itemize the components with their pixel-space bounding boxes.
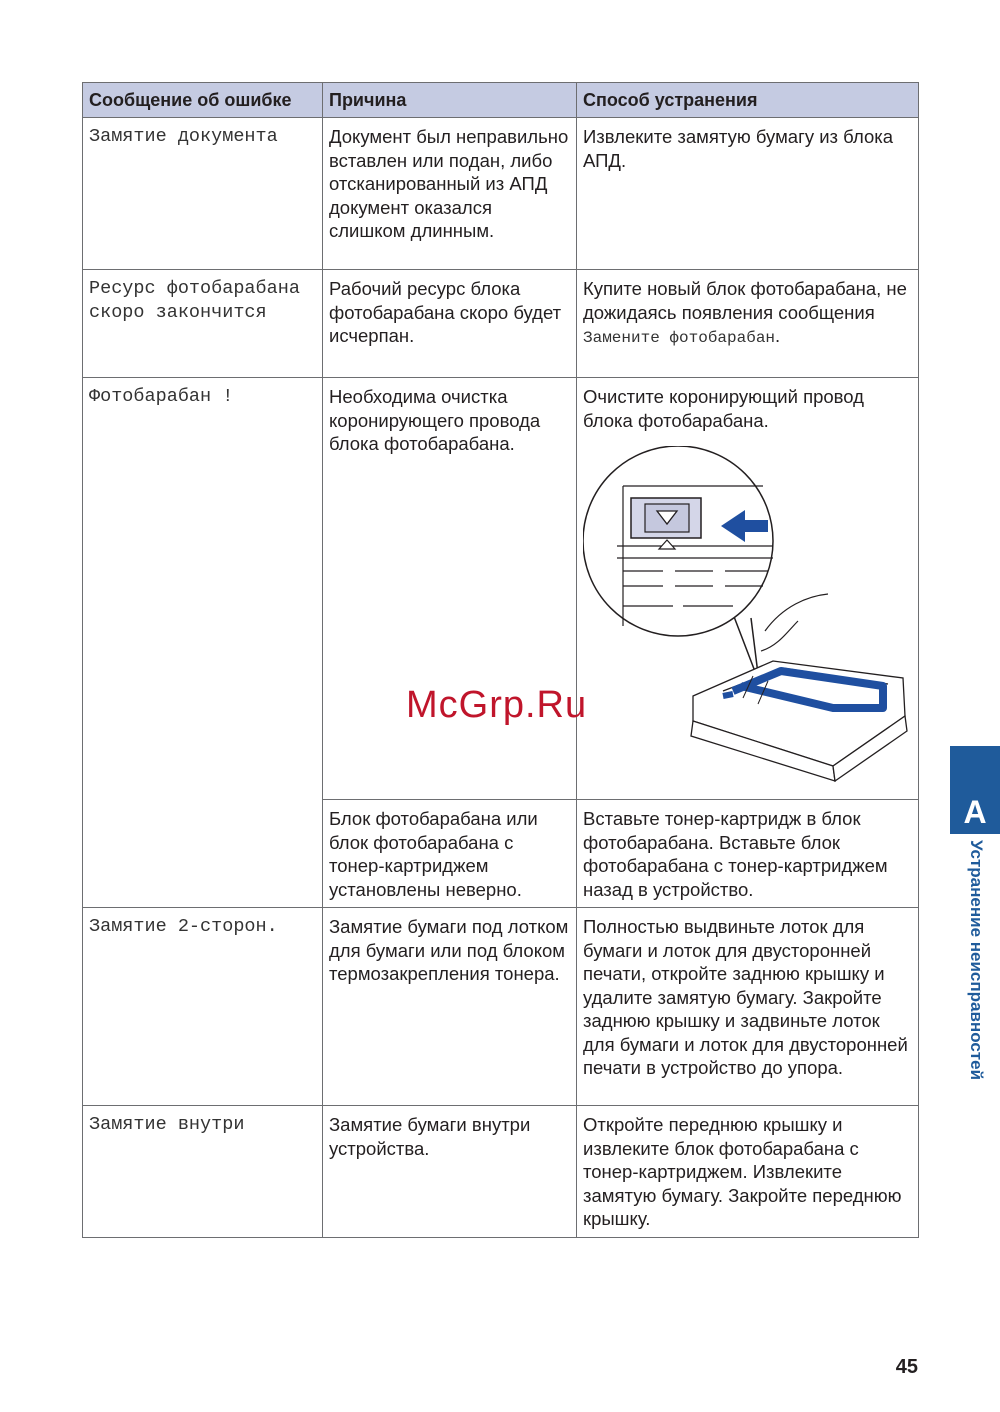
table-row <box>83 118 919 270</box>
chapter-letter: A <box>963 794 987 830</box>
cause-cell: Блок фотобарабана или блок фотобарабана с тонер-картриджем установлены неверно. <box>323 800 577 908</box>
error-table <box>82 82 919 1238</box>
corona-wire-illustration <box>583 446 913 786</box>
remedy-cell <box>577 270 919 378</box>
cause-cell: Документ был неправильно вставлен или подан, либо отсканированный из АПД документ оказался слишком длинным. <box>323 118 577 270</box>
table-row <box>83 1106 919 1238</box>
remedy-text: Купите новый блок фотобарабана, не дожидаясь появления сообщения <box>583 278 907 323</box>
cause-cell: Необходима очистка коронирующего провода блока фотобарабана. <box>323 378 577 800</box>
remedy-cell: Полностью выдвиньте лоток для бумаги и лоток для двусторонней печати, откройте заднюю крышку и удалите замятую бумагу. Закройте заднюю крышку и задвиньте лоток для бумаги и лоток для двусторонней печати в устройство до упора. <box>577 908 919 1106</box>
drum-unit-drawing <box>583 446 913 786</box>
chapter-title <box>962 840 988 1130</box>
header-error-message: Сообщение об ошибке <box>83 83 323 118</box>
header-cause: Причина <box>323 83 577 118</box>
error-message-cell: Фотобарабан ! <box>83 378 323 908</box>
page-number: 45 <box>895 1356 918 1378</box>
header-remedy: Способ устранения <box>577 83 919 118</box>
error-message-cell: Замятие 2-сторон. <box>83 908 323 1106</box>
remedy-cell: Откройте переднюю крышку и извлеките блок фотобарабана с тонер-картриджем. Извлеките замятую бумагу. Закройте переднюю крышку. <box>577 1106 919 1238</box>
table-header-row <box>83 83 919 118</box>
error-message-cell: Замятие документа <box>83 118 323 270</box>
table-row <box>83 270 919 378</box>
cause-cell: Рабочий ресурс блока фотобарабана скоро будет исчерпан. <box>323 270 577 378</box>
cause-cell: Замятие бумаги внутри устройства. <box>323 1106 577 1238</box>
error-message-cell: Замятие внутри <box>83 1106 323 1238</box>
cause-cell: Замятие бумаги под лотком для бумаги или под блоком термозакрепления тонера. <box>323 908 577 1106</box>
table-row <box>83 908 919 1106</box>
remedy-text: Очистите коронирующий провод блока фотобарабана. <box>583 386 864 431</box>
remedy-message-code: Замените фотобарабан <box>583 329 776 347</box>
remedy-cell: Извлеките замятую бумагу из блока АПД. <box>577 118 919 270</box>
chapter-title-text: Устранение неисправностей <box>967 840 986 1081</box>
error-message-cell: Ресурс фотобарабана скоро закончится <box>83 270 323 378</box>
remedy-cell: Вставьте тонер-картридж в блок фотобарабана. Вставьте блок фотобарабана с тонер-картриджем назад в устройство. <box>577 800 919 908</box>
remedy-text-end: . <box>775 325 781 346</box>
watermark: McGrp.Ru <box>406 684 588 726</box>
table-row <box>83 378 919 800</box>
remedy-cell <box>577 378 919 800</box>
